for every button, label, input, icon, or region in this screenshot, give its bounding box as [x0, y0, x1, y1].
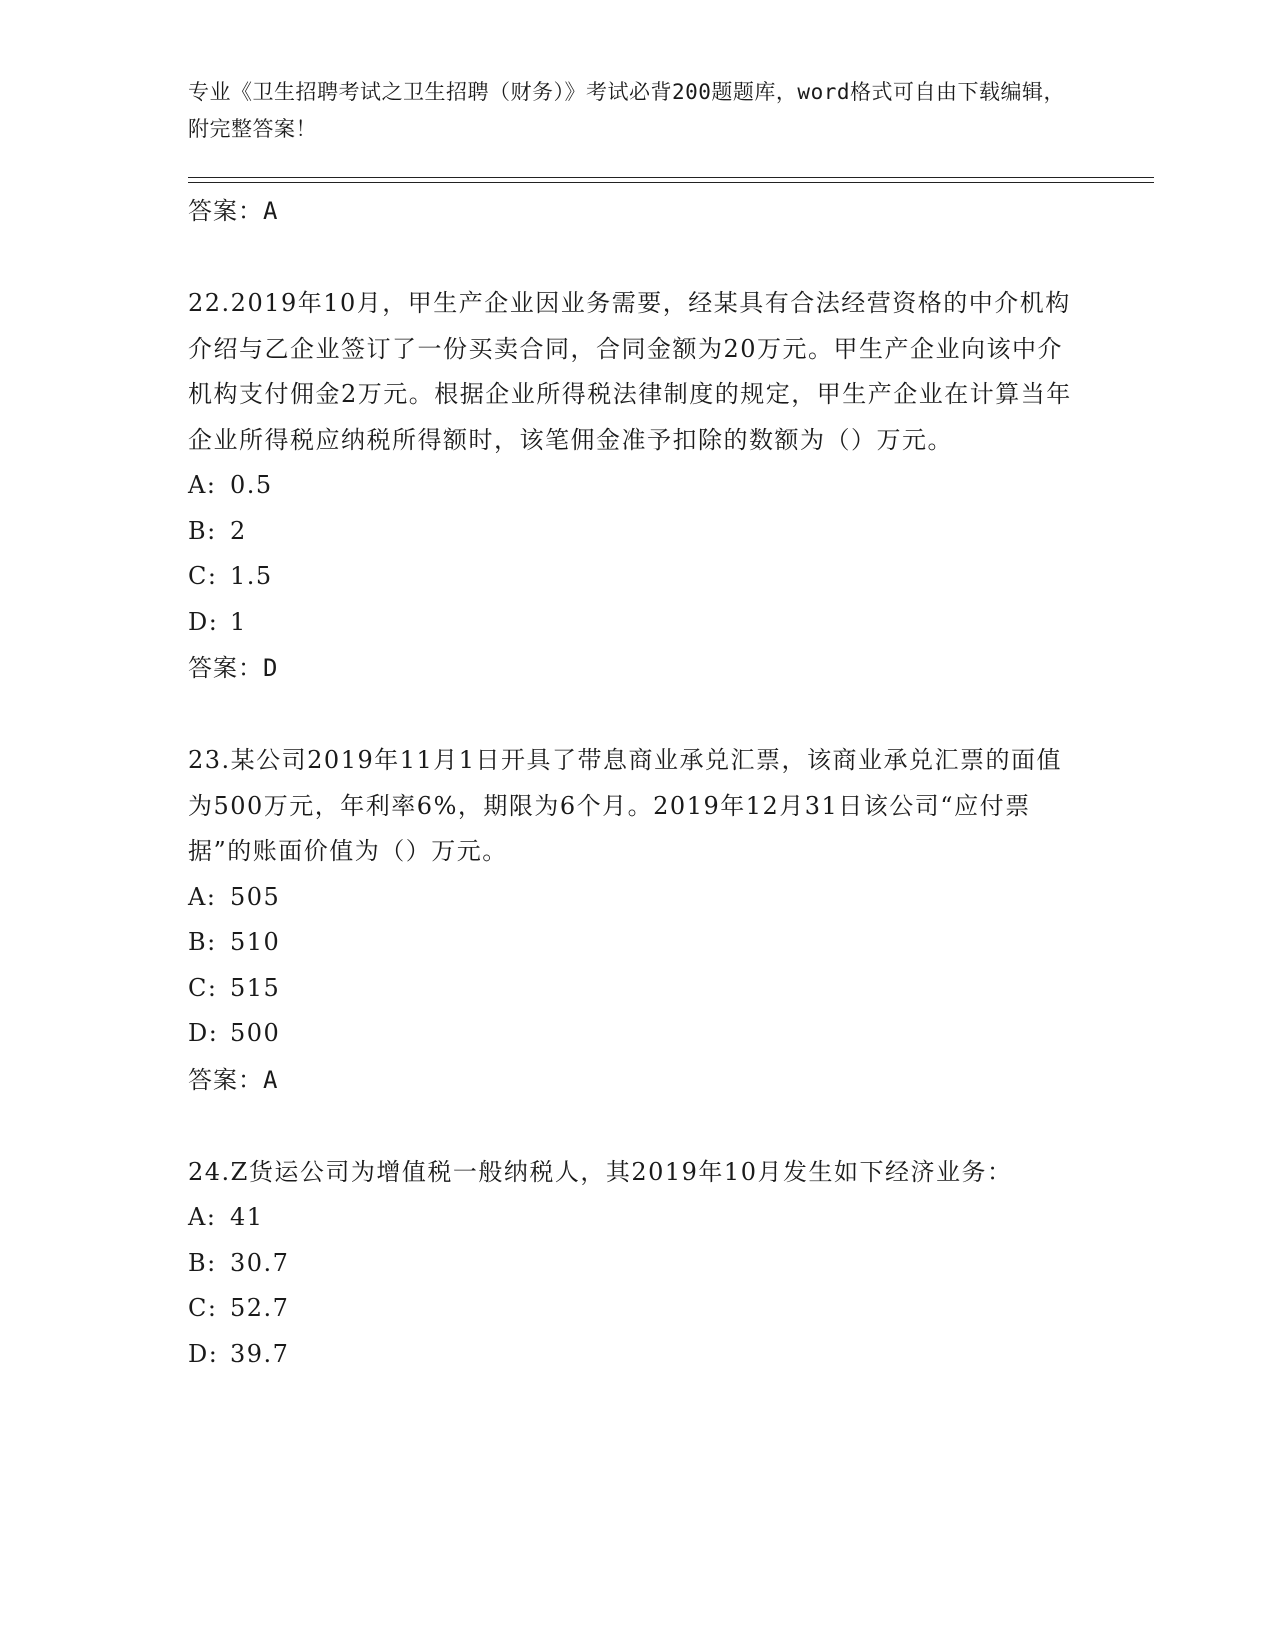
option-label: C: — [188, 1294, 218, 1322]
option-d — [188, 1332, 1088, 1378]
option-c — [188, 1286, 1088, 1332]
option-text: 510 — [230, 928, 281, 956]
question-stem: 22.2019年10月，甲生产企业因业务需要，经某具有合法经营资格的中介机构介绍与乙企业签订了一份买卖合同，合同金额为20万元。甲生产企业向该中介机构支付佣金2万元。根据企业所得税法律制度的规定，甲生产企业在计算当年企业所得税应纳税所得额时，该笔佣金准予扣除的数额为（）万元。 — [188, 289, 1072, 454]
option-label: B: — [188, 928, 217, 956]
option-c — [188, 966, 1088, 1012]
option-label: A: — [188, 471, 217, 499]
answer-label: 答案：D — [188, 654, 279, 682]
option-text: 0.5 — [230, 471, 273, 499]
option-label: D: — [188, 1019, 219, 1047]
question-stem: 24.Z货运公司为增值税一般纳税人，其2019年10月发生如下经济业务： — [188, 1157, 1013, 1186]
option-a — [188, 875, 1088, 921]
option-label: D: — [188, 1339, 219, 1368]
option-d — [188, 600, 1088, 646]
answer-label: 答案：A — [188, 197, 279, 225]
header-divider-bottom — [188, 182, 1154, 183]
question-block — [188, 281, 1088, 691]
option-text: 515 — [230, 973, 281, 1002]
option-a — [188, 1195, 1088, 1241]
option-text: 1.5 — [230, 562, 273, 590]
option-c — [188, 554, 1088, 600]
question-block — [188, 1150, 1088, 1378]
option-label: D: — [188, 607, 219, 636]
option-text: 505 — [230, 882, 281, 911]
option-label: C: — [188, 562, 218, 590]
option-label: C: — [188, 973, 218, 1002]
option-text: 500 — [230, 1019, 281, 1047]
option-b — [188, 509, 1088, 555]
document-header-title: 专业《卫生招聘考试之卫生招聘（财务）》考试必背200题题库，word格式可自由下载编辑，附完整答案！ — [188, 80, 1065, 141]
option-label: A: — [188, 882, 217, 911]
option-label: B: — [188, 516, 217, 545]
question-list — [188, 188, 1088, 1377]
header-divider-top — [188, 177, 1154, 178]
option-text: 1 — [230, 607, 247, 636]
option-text: 41 — [230, 1203, 264, 1231]
option-a — [188, 463, 1088, 509]
option-text: 30.7 — [230, 1248, 290, 1277]
option-text: 52.7 — [230, 1294, 290, 1322]
answer-label: 答案：A — [188, 1065, 279, 1094]
question-stem: 23.某公司2019年11月1日开具了带息商业承兑汇票，该商业承兑汇票的面值为500万元，年利率6%，期限为6个月。2019年12月31日该公司“应付票据”的账面价值为（）万元。 — [188, 746, 1063, 865]
option-text: 2 — [230, 516, 247, 545]
option-b — [188, 1241, 1088, 1287]
option-label: B: — [188, 1248, 217, 1277]
option-label: A: — [188, 1203, 217, 1231]
option-b — [188, 920, 1088, 966]
question-block — [188, 738, 1088, 1103]
option-text: 39.7 — [230, 1339, 290, 1368]
option-d — [188, 1011, 1088, 1057]
